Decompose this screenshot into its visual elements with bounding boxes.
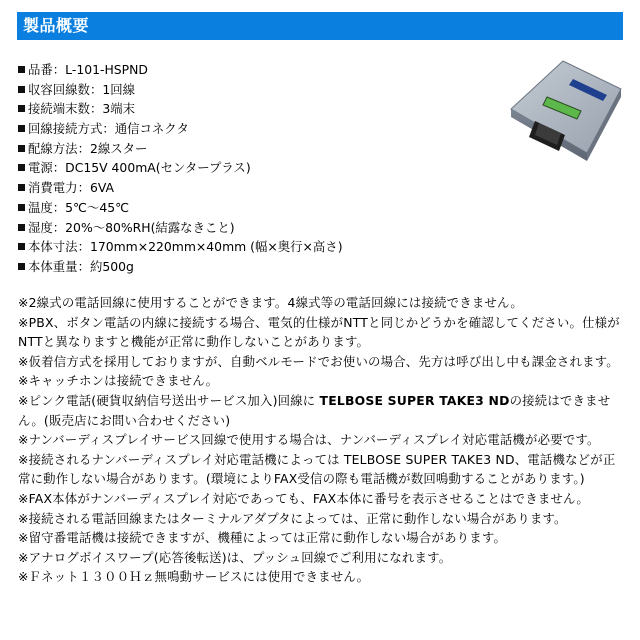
spec-label: 本体寸法 bbox=[28, 239, 78, 255]
note-item: ※Ｆネット１３００Ｈｚ無鳴動サービスには使用できません。 bbox=[18, 569, 370, 585]
spec-item bbox=[18, 218, 343, 238]
spec-separator: ： bbox=[52, 62, 66, 77]
bullet-square-icon bbox=[18, 164, 25, 171]
spec-separator: ： bbox=[52, 199, 66, 215]
spec-separator: ： bbox=[102, 121, 115, 137]
spec-label: 収容回線数 bbox=[28, 81, 90, 97]
spec-separator: ： bbox=[77, 258, 90, 274]
bullet-square-icon bbox=[18, 224, 25, 231]
spec-item bbox=[18, 119, 343, 139]
note-item: ※キャッチホンは接続できません。 bbox=[18, 373, 219, 389]
spec-separator: ： bbox=[52, 219, 66, 235]
spec-item bbox=[18, 80, 343, 100]
spec-item bbox=[18, 237, 343, 257]
bullet-square-icon bbox=[18, 125, 25, 132]
section-header bbox=[17, 12, 623, 40]
spec-separator: ： bbox=[77, 180, 90, 196]
note-text: の接続はできません。(販売店にお問い合わせください) bbox=[18, 392, 611, 428]
spec-item bbox=[18, 158, 343, 178]
product-image bbox=[507, 59, 623, 163]
spec-value: 約500g bbox=[89, 258, 134, 274]
bullet-square-icon bbox=[18, 105, 25, 112]
spec-value: 2線スター bbox=[89, 140, 148, 156]
bullet-square-icon bbox=[18, 184, 25, 191]
note-item: ※FAX本体がナンバーディスプレイ対応であっても、FAX本体に番号を表示させることはできません。 bbox=[18, 490, 589, 506]
spec-value: 3端末 bbox=[102, 101, 136, 117]
bullet-square-icon bbox=[18, 66, 25, 73]
spec-separator: ： bbox=[77, 239, 90, 255]
spec-item bbox=[18, 99, 343, 119]
spec-value: 6VA bbox=[89, 180, 114, 196]
spec-value: 1回線 bbox=[102, 81, 136, 97]
bullet-square-icon bbox=[18, 243, 25, 250]
spec-value: 5℃～45℃ bbox=[65, 199, 130, 215]
spec-separator: ： bbox=[77, 140, 90, 156]
product-name: TELBOSE SUPER TAKE3 ND bbox=[319, 392, 510, 408]
spec-item bbox=[18, 198, 343, 218]
note-item: ※留守番電話機は接続できますが、機種によっては正常に動作しない場合があります。 bbox=[18, 530, 507, 546]
spec-label: 接続端末数 bbox=[28, 101, 90, 117]
spec-value: DC15V 400mA(センタープラス) bbox=[65, 160, 251, 176]
bullet-square-icon bbox=[18, 145, 25, 152]
spec-separator: ： bbox=[89, 81, 103, 97]
note-item: ※PBX、ボタン電話の内線に接続する場合、電気的仕様がNTTと同じかどうかを確認してください。仕様がNTTと異なりますと機能が正常に動作しないことがあります。 bbox=[18, 314, 620, 350]
spec-list bbox=[18, 60, 343, 277]
bullet-square-icon bbox=[18, 204, 25, 211]
bullet-square-icon bbox=[18, 263, 25, 270]
spec-item bbox=[18, 257, 343, 277]
spec-item bbox=[18, 60, 343, 80]
spec-label: 配線方法 bbox=[28, 140, 78, 156]
spec-value: 170mm×220mm×40mm (幅×奥行×高さ) bbox=[89, 239, 343, 255]
spec-item bbox=[18, 178, 343, 198]
note-item: ※接続されるナンバーディスプレイ対応電話機によっては TELBOSE SUPER TAKE3 ND、電話機などが正常に動作しない場合があります。(環境によりFAX受信の際も電話機が数回鳴動することがあります。) bbox=[18, 451, 616, 487]
spec-value: 20%～80%RH(結露なきこと) bbox=[65, 219, 235, 235]
note-item: ※アナログボイスワープ(応答後転送)は、プッシュ回線でご利用になれます。 bbox=[18, 549, 452, 565]
spec-value: 通信コネクタ bbox=[114, 121, 189, 137]
note-item: ※接続される電話回線またはターミナルアダプタによっては、正常に動作しない場合があります。 bbox=[18, 510, 567, 526]
spec-label: 本体重量 bbox=[28, 258, 78, 274]
section-title: 製品概要 bbox=[23, 16, 90, 35]
spec-label: 回線接続方式 bbox=[28, 121, 103, 137]
note-item bbox=[18, 391, 624, 430]
note-text: ※ピンク電話(硬貨収納信号送出サービス加入)回線に bbox=[18, 392, 320, 408]
spec-label: 温度 bbox=[28, 199, 53, 215]
spec-label: 消費電力 bbox=[28, 180, 78, 196]
bullet-square-icon bbox=[18, 86, 25, 93]
spec-label: 湿度 bbox=[28, 219, 53, 235]
note-item: ※2線式の電話回線に使用することができます。4線式等の電話回線には接続できません。 bbox=[18, 295, 523, 310]
spec-label: 電源 bbox=[28, 160, 53, 176]
spec-value: L-101-HSPND bbox=[65, 62, 148, 77]
spec-item bbox=[18, 139, 343, 159]
spec-label: 品番 bbox=[28, 62, 53, 77]
note-item: ※仮着信方式を採用しておりますが、自動ベルモードでお使いの場合、先方は呼び出し中も課金されます。 bbox=[18, 353, 619, 369]
spec-separator: ： bbox=[89, 101, 103, 117]
notes-list bbox=[18, 293, 624, 587]
note-item: ※ナンバーディスプレイサービス回線で使用する場合は、ナンバーディスプレイ対応電話機が必要です。 bbox=[18, 432, 600, 448]
spec-separator: ： bbox=[52, 160, 66, 176]
